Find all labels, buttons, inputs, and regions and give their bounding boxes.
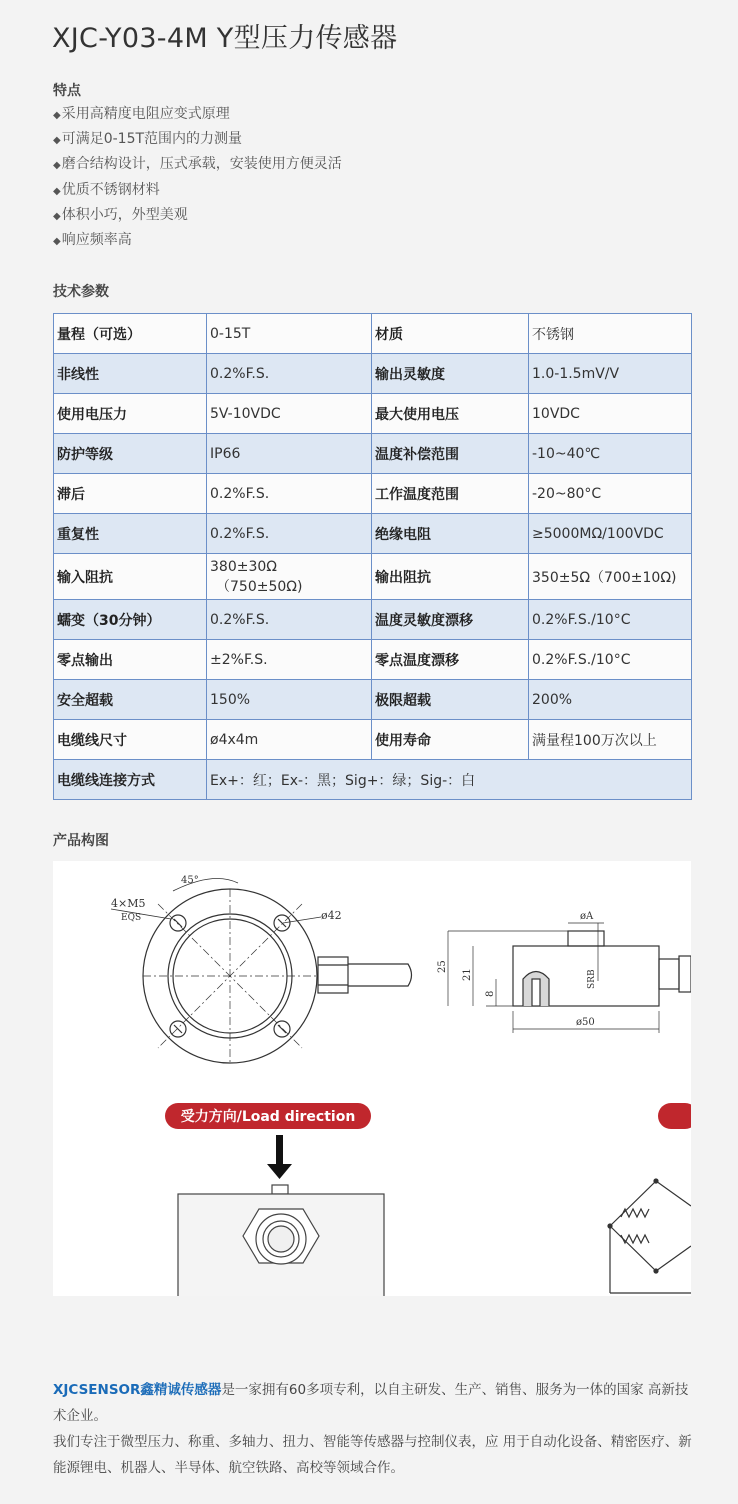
diamond-bullet-icon: ◆ bbox=[53, 210, 61, 222]
spec-value: 150% bbox=[207, 680, 372, 720]
table-row bbox=[54, 394, 692, 434]
spec-value: 满量程100万次以上 bbox=[529, 720, 692, 760]
feature-item: ◆响应频率高 bbox=[53, 231, 132, 248]
spec-value: IP66 bbox=[207, 434, 372, 474]
table-row bbox=[54, 474, 692, 514]
table-row bbox=[54, 720, 692, 760]
spec-value: 5V-10VDC bbox=[207, 394, 372, 434]
spec-value: 不锈钢 bbox=[529, 314, 692, 354]
spec-key: 防护等级 bbox=[54, 434, 207, 474]
spec-key: 量程（可选） bbox=[54, 314, 207, 354]
table-row bbox=[54, 514, 692, 554]
spec-key: 滞后 bbox=[54, 474, 207, 514]
spec-value: 0.2%F.S./10°C bbox=[529, 600, 692, 640]
specs-heading: 技术参数 bbox=[53, 284, 109, 300]
diamond-bullet-icon: ◆ bbox=[53, 160, 61, 172]
diamond-bullet-icon: ◆ bbox=[53, 185, 61, 197]
feature-item: ◆磨合结构设计，压式承载，安装使用方便灵活 bbox=[53, 156, 342, 173]
spec-key: 非线性 bbox=[54, 354, 207, 394]
spec-key: 输出灵敏度 bbox=[372, 354, 529, 394]
spec-key: 电缆线连接方式 bbox=[54, 760, 207, 800]
diamond-bullet-icon: ◆ bbox=[53, 135, 61, 147]
spec-value: 350±5Ω（700±10Ω) bbox=[529, 554, 692, 600]
table-row bbox=[54, 314, 692, 354]
dim-25-label: 25 bbox=[437, 960, 448, 973]
angle-label: 45° bbox=[181, 875, 199, 886]
spec-value: 0.2%F.S. bbox=[207, 600, 372, 640]
spec-value: Ex+：红；Ex-：黑；Sig+：绿；Sig-：白 bbox=[207, 760, 692, 800]
top-view bbox=[111, 879, 412, 1064]
load-direction-badge-partial bbox=[658, 1103, 691, 1129]
spec-key: 使用电压力 bbox=[54, 394, 207, 434]
dim-8-label: 8 bbox=[485, 990, 496, 997]
product-drawing bbox=[53, 861, 691, 1296]
page-title: XJC-Y03-4M Y型压力传感器 bbox=[52, 23, 398, 54]
spec-key: 温度补偿范围 bbox=[372, 434, 529, 474]
table-row bbox=[54, 554, 692, 600]
dim-50-label: ø50 bbox=[576, 1017, 595, 1028]
bridge-circuit bbox=[608, 1179, 691, 1293]
feature-item: ◆优质不锈钢材料 bbox=[53, 181, 160, 198]
spec-value: ±2%F.S. bbox=[207, 640, 372, 680]
spec-key: 重复性 bbox=[54, 514, 207, 554]
spec-value: 200% bbox=[529, 680, 692, 720]
spec-value: 0.2%F.S. bbox=[207, 354, 372, 394]
hole-spec-label: 4×M5 bbox=[111, 897, 146, 910]
features-heading: 特点 bbox=[53, 83, 81, 99]
spec-value: 1.0-1.5mV/V bbox=[529, 354, 692, 394]
spec-key: 绝缘电阻 bbox=[372, 514, 529, 554]
technical-drawing-svg bbox=[53, 861, 691, 1296]
table-row bbox=[54, 354, 692, 394]
table-row bbox=[54, 680, 692, 720]
feature-item: ◆可满足0-15T范围内的力测量 bbox=[53, 131, 243, 148]
spec-key: 输入阻抗 bbox=[54, 554, 207, 600]
spec-value: 10VDC bbox=[529, 394, 692, 434]
diamond-bullet-icon: ◆ bbox=[53, 235, 61, 247]
dim-srb-label: SRB bbox=[587, 969, 597, 989]
spec-key: 使用寿命 bbox=[372, 720, 529, 760]
features-list bbox=[53, 103, 342, 254]
spec-key: 零点输出 bbox=[54, 640, 207, 680]
side-view bbox=[448, 923, 691, 1033]
spec-value: 380±30Ω （750±50Ω) bbox=[207, 554, 372, 600]
spec-key: 材质 bbox=[372, 314, 529, 354]
diameter-label: ø42 bbox=[321, 909, 342, 922]
table-row bbox=[54, 434, 692, 474]
spec-key: 安全超载 bbox=[54, 680, 207, 720]
down-arrow-icon bbox=[267, 1135, 292, 1179]
table-row bbox=[54, 640, 692, 680]
load-direction-label: 受力方向/Load direction bbox=[180, 1109, 356, 1125]
spec-key: 输出阻抗 bbox=[372, 554, 529, 600]
spec-key: 极限超载 bbox=[372, 680, 529, 720]
dim-21-label: 21 bbox=[462, 968, 473, 981]
spec-value: 0.2%F.S. bbox=[207, 514, 372, 554]
diamond-bullet-icon: ◆ bbox=[53, 110, 61, 121]
feature-item: ◆体积小巧，外型美观 bbox=[53, 206, 188, 223]
company-intro bbox=[53, 1377, 693, 1481]
dim-a-label: øA bbox=[580, 911, 594, 922]
spec-table bbox=[53, 313, 692, 800]
spec-value: 0.2%F.S. bbox=[207, 474, 372, 514]
spec-value: 0-15T bbox=[207, 314, 372, 354]
feature-item: ◆采用高精度电阻应变式原理 bbox=[53, 106, 230, 122]
spec-value: ø4x4m bbox=[207, 720, 372, 760]
company-line2: 我们专注于微型压力、称重、多轴力、扭力、智能等传感器与控制仪表，应 用于自动化设备、精密医疗、新能源锂电、机器人、半导体、航空铁路、高校等领域合作。 bbox=[53, 1434, 692, 1476]
table-row bbox=[54, 600, 692, 640]
spec-key: 温度灵敏度漂移 bbox=[372, 600, 529, 640]
drawing-heading: 产品构图 bbox=[53, 833, 109, 849]
spec-value: -20~80°C bbox=[529, 474, 692, 514]
table-row bbox=[54, 760, 692, 800]
hole-sub-label: EQS bbox=[121, 913, 142, 923]
spec-key: 最大使用电压 bbox=[372, 394, 529, 434]
spec-key: 电缆线尺寸 bbox=[54, 720, 207, 760]
front-view bbox=[178, 1185, 384, 1296]
spec-key: 零点温度漂移 bbox=[372, 640, 529, 680]
spec-key: 工作温度范围 bbox=[372, 474, 529, 514]
spec-value: 0.2%F.S./10°C bbox=[529, 640, 692, 680]
spec-value: ≥5000MΩ/100VDC bbox=[529, 514, 692, 554]
spec-value: -10~40℃ bbox=[529, 434, 692, 474]
company-line1: XJCSENSOR鑫精诚传感器是一家拥有60多项专利，以自主研发、生产、销售、服务为一体的国家 高新技术企业。 bbox=[53, 1382, 689, 1424]
spec-key: 蠕变（30分钟） bbox=[54, 600, 207, 640]
brand-name: XJCSENSOR鑫精诚传感器 bbox=[53, 1382, 222, 1398]
